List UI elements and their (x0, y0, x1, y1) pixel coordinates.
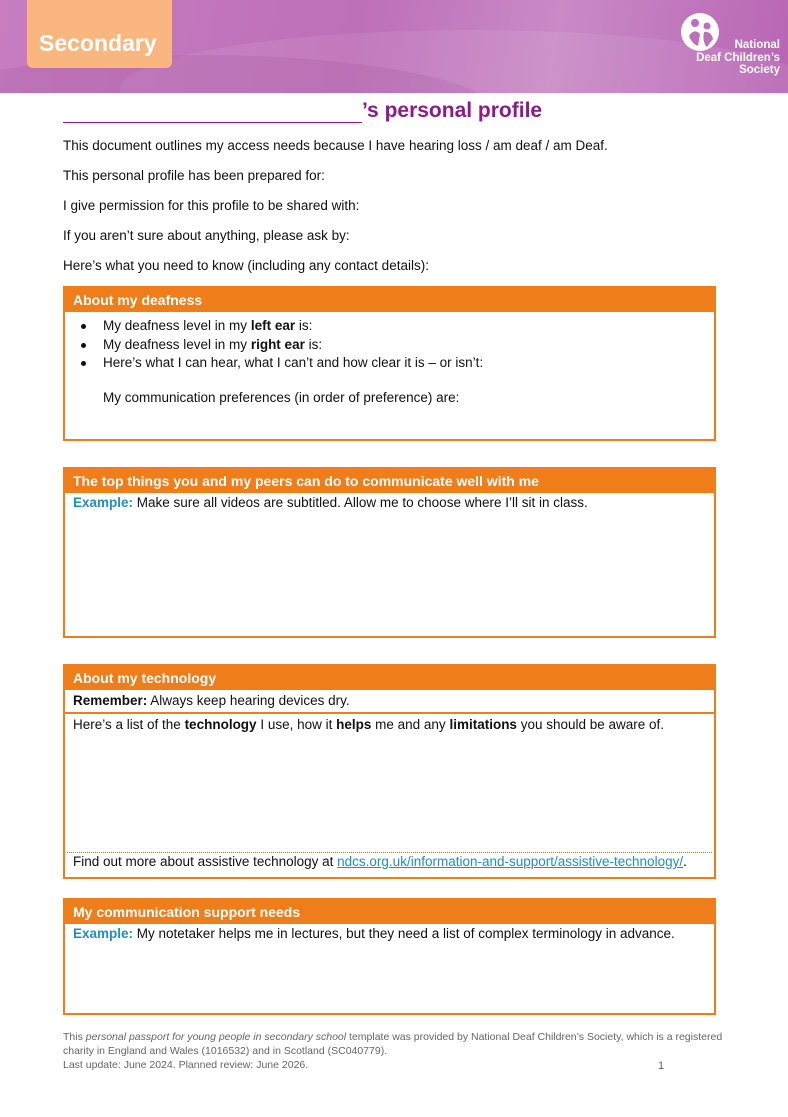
footer-update: Last update: June 2024. Planned review: June 2026. (63, 1059, 309, 1071)
remember-text: Always keep hearing devices dry. (147, 693, 350, 708)
comm-preferences-label: My communication preferences (in order of preference) are: (103, 389, 460, 405)
technology-section (63, 664, 716, 879)
intro-line: If you aren’t sure about anything, please ask by: (63, 228, 350, 243)
technology-heading: About my technology (65, 666, 714, 690)
deafness-list (73, 317, 706, 373)
intro-line: This personal profile has been prepared for: (63, 168, 325, 183)
logo-line: Deaf Children’s (696, 51, 780, 64)
deafness-heading: About my deafness (65, 288, 714, 312)
example-text: My notetaker helps me in lectures, but they need a list of complex terminology in advance. (133, 926, 675, 941)
top-things-heading: The top things you and my peers can do to communicate well with me (65, 469, 714, 493)
page-number: 1 (658, 1060, 665, 1072)
remember-label: Remember: (73, 693, 148, 708)
footer-note (63, 1030, 723, 1072)
find-out-more: Find out more about assistive technology at ndcs.org.uk/information-and-support/assistive-technology/. (73, 854, 687, 869)
support-body[interactable] (65, 924, 714, 943)
name-blank-line[interactable] (63, 98, 362, 123)
support-heading: My communication support needs (65, 900, 714, 924)
logo-text (696, 39, 780, 77)
top-things-section (63, 467, 716, 638)
logo-line: Society (739, 64, 780, 76)
deafness-section (63, 286, 716, 441)
list-item: Here’s what I can hear, what I can’t and how clear it is – or isn’t: (103, 354, 706, 373)
example-label: Example: (73, 495, 134, 510)
logo-line: National (734, 39, 780, 51)
intro-line: Here’s what you need to know (including any contact details): (63, 258, 429, 273)
page-title-text: ’s personal profile (362, 99, 543, 122)
example-label: Example: (73, 926, 134, 941)
ndcs-logo (680, 12, 780, 82)
footer-credit: This personal passport for young people in secondary school template was provided by National Deaf Children’s Society, which is a registered charity in England and Wales (1016532) and in Scotland (SC040779). (63, 1031, 723, 1057)
remember-note (65, 690, 714, 712)
list-item: My deafness level in my right ear is: (103, 336, 706, 355)
intro-line: I give permission for this profile to be shared with: (63, 198, 360, 213)
example-text: Make sure all videos are subtitled. Allow me to choose where I’ll sit in class. (133, 495, 588, 510)
page-header (0, 0, 788, 93)
section-tab: Secondary (27, 0, 172, 68)
assistive-technology-link[interactable]: ndcs.org.uk/information-and-support/assistive-technology/ (337, 854, 684, 869)
technology-list-area[interactable]: Here’s a list of the technology I use, how it helps me and any limitations you should be aware of. (73, 717, 665, 732)
page-title (63, 97, 542, 123)
support-section (63, 898, 716, 1015)
top-things-body[interactable] (65, 493, 714, 512)
intro-line: This document outlines my access needs because I have hearing loss / am deaf / am Deaf. (63, 138, 608, 153)
deafness-body[interactable] (65, 312, 714, 407)
list-item: My deafness level in my left ear is: (103, 317, 706, 336)
